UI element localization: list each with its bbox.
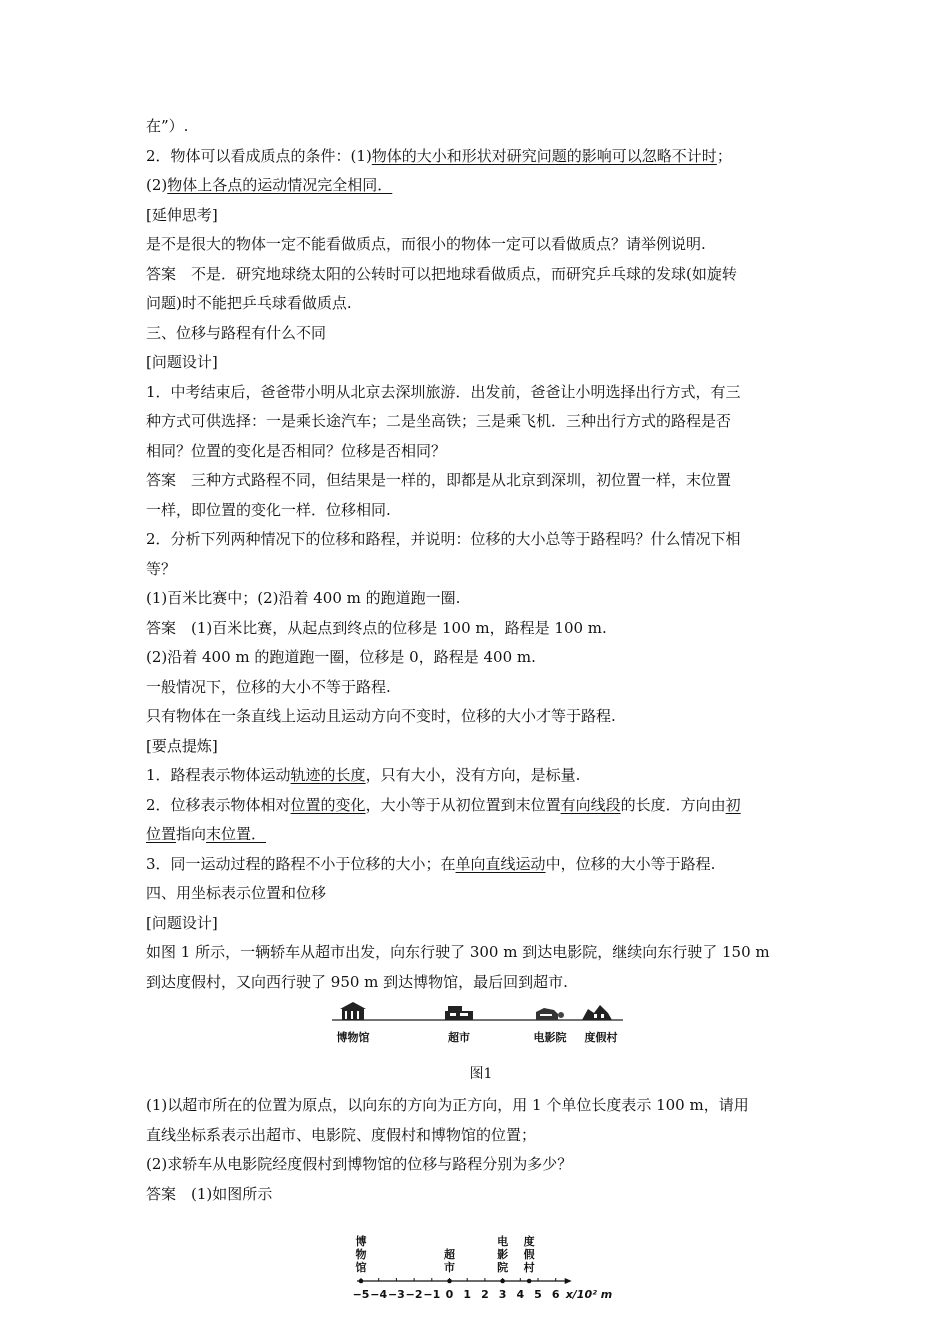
text-line [146,909,816,939]
point-marker [359,1279,364,1284]
text-line [146,555,816,585]
point-label-char: 博 [355,1235,367,1248]
axis-tick-label: 4 [516,1288,525,1301]
text-segment: 如图 1 所示，一辆轿车从超市出发，向东行驶了 300 m 到达电影院，继续向东行驶了 150 m [146,943,770,961]
text-block-after [146,1091,816,1209]
text-segment: 答案 (1)百米比赛，从起点到终点的位移是 100 m，路程是 100 m. [146,618,607,637]
figure-1-label-resort: 度假村 [584,1031,618,1044]
underlined-answer: 位置 [146,825,177,843]
text-segment: (1)以超市所在的位置为原点，以向东的方向为正方向，用 1 个单位长度表示 100 m，请用 [146,1096,749,1114]
text-segment: 3．同一运动过程的路程不小于位移的大小；在 [146,854,456,873]
text-line [146,319,816,349]
text-line [146,230,816,260]
text-segment: 2．分析下列两种情况下的位移和路程，并说明：位移的大小总等于路程吗？什么情况下相 [146,530,741,548]
supermarket-icon [445,1006,473,1020]
text-line [146,673,816,703]
text-line [146,378,816,408]
axis-tick-label: 0 [445,1288,454,1301]
text-line [146,820,816,850]
point-label-char: 馆 [355,1261,367,1274]
museum-icon [340,1002,366,1020]
axis-tick-label: −1 [423,1288,441,1301]
text-line [146,260,816,290]
text-segment: (2)求轿车从电影院经度假村到博物馆的位移与路程分别为多少？ [146,1155,573,1173]
axis-tick-label: 1 [463,1288,472,1301]
text-line [146,732,816,762]
point-marker [527,1279,532,1284]
text-segment: 三、位移与路程有什么不同 [146,323,327,342]
text-segment: ，大小等于从初位置到末位置 [365,795,561,814]
text-line [146,1091,816,1121]
figure-1-label-supermarket: 超市 [448,1031,470,1044]
text-segment: 在”）. [146,117,189,135]
underlined-answer: 物体上各点的运动情况完全相同． [167,176,393,194]
text-segment: 一般情况下，位移的大小不等于路程. [146,677,391,696]
text-line [146,968,816,998]
text-segment: 指向 [176,825,207,843]
figure-1-label-museum: 博物馆 [336,1031,370,1044]
text-segment: 是不是很大的物体一定不能看做质点，而很小的物体一定可以看做质点？请举例说明. [146,235,706,253]
text-segment: ，只有大小，没有方向，是标量. [365,766,581,784]
text-segment: 等？ [146,559,177,578]
figure-1-label-cinema: 电影院 [533,1031,567,1044]
point-marker [447,1279,452,1284]
text-segment: 种方式可供选择：一是乘长途汽车；二是坐高铁；三是乘飞机．三种出行方式的路程是否 [146,412,732,430]
text-line [146,879,816,909]
point-label-char: 假 [523,1248,535,1261]
text-segment: (1)百米比赛中；(2)沿着 400 m 的跑道跑一圈. [146,589,461,607]
text-segment: (2) [146,176,168,194]
text-line [146,525,816,555]
text-line [146,112,816,142]
axis-tick-label: 3 [498,1288,507,1301]
text-line [146,437,816,467]
figure-1-caption: 图1 [469,1066,493,1082]
text-segment: 答案 三种方式路程不同，但结果是一样的，即都是从北京到深圳，初位置一样，末位置 [146,471,732,489]
axis-unit-label: x/10² m [565,1288,613,1301]
resort-icon [582,1005,612,1020]
number-line-svg [347,1215,617,1305]
text-segment: 2．位移表示物体相对 [146,795,291,814]
underlined-answer: 轨迹的长度 [290,766,366,784]
point-label-char: 度 [523,1235,535,1248]
text-line [146,761,816,791]
axis-tick-label: 5 [534,1288,542,1301]
text-segment: [要点提炼] [146,736,218,755]
axis-tick-label: −3 [387,1288,405,1301]
text-line [146,1121,816,1151]
text-line [146,702,816,732]
text-line [146,171,816,201]
text-segment: 一样，即位置的变化一样．位移相同. [146,500,391,519]
text-line [146,643,816,673]
underlined-answer: 物体的大小和形状对研究问题的影响可以忽略不计时 [371,146,717,165]
underlined-answer: 单向直线运动 [455,854,546,873]
text-line [146,142,816,172]
text-line [146,289,816,319]
text-line [146,348,816,378]
point-label-char: 院 [497,1261,509,1274]
underlined-answer: 末位置． [206,825,267,843]
axis-tick-label: −5 [352,1288,370,1301]
axis-tick-label: −2 [405,1288,423,1301]
text-segment: 中，位移的大小等于路程. [545,854,716,873]
text-segment: 答案 不是．研究地球绕太阳的公转时可以把地球看做质点，而研究乒乓球的发球(如旋转 [146,264,737,283]
point-label-char: 村 [523,1261,535,1274]
text-segment: 到达度假村，又向西行驶了 950 m 到达博物馆，最后回到超市. [146,972,568,991]
text-segment: 只有物体在一条直线上运动且运动方向不变时，位移的大小才等于路程. [146,707,616,725]
figure-1 [146,1001,816,1061]
figure-2-number-line [146,1215,816,1315]
text-segment: (2)沿着 400 m 的跑道跑一圈，位移是 0，路程是 400 m. [146,648,536,666]
text-line [146,850,816,880]
text-line [146,407,816,437]
text-segment: 的长度．方向由 [620,795,726,814]
underlined-answer: 初 [725,795,741,814]
text-segment: 相同？位置的变化是否相同？位移是否相同？ [146,441,447,460]
point-label-char: 影 [497,1248,509,1261]
text-line [146,1150,816,1180]
text-line [146,614,816,644]
axis-tick-label: 6 [551,1288,560,1301]
text-line [146,584,816,614]
text-segment: 1．路程表示物体运动 [146,766,291,784]
point-label-char: 电 [497,1235,509,1248]
text-line [146,938,816,968]
axis-tick-label: −4 [370,1288,388,1301]
point-label-char: 超 [444,1248,455,1261]
text-block-top [146,112,816,997]
figure-1-illustration [332,1001,632,1059]
underlined-answer: 位置的变化 [290,795,366,814]
text-line [146,791,816,821]
text-segment: ； [716,146,732,165]
text-segment: [问题设计] [146,353,218,371]
text-line [146,466,816,496]
document-page [146,112,816,1315]
underlined-answer: 有向线段 [560,795,621,814]
text-segment: 1．中考结束后，爸爸带小明从北京去深圳旅游．出发前，爸爸让小明选择出行方式，有三 [146,382,741,401]
text-segment: 2．物体可以看成质点的条件：(1) [146,146,372,165]
text-segment: 直线坐标系表示出超市、电影院、度假村和博物馆的位置； [146,1125,537,1144]
text-line [146,496,816,526]
axis-arrow-icon [565,1278,572,1284]
text-line [146,201,816,231]
axis-tick-label: 2 [481,1288,489,1301]
text-segment: 问题)时不能把乒乓球看做质点. [146,294,352,312]
text-segment: [问题设计] [146,913,218,932]
text-segment: 四、用坐标表示位置和位移 [146,884,327,902]
point-marker [500,1279,505,1284]
text-line [146,1180,816,1210]
text-segment: [延伸思考] [146,205,218,224]
point-label-char: 市 [444,1261,455,1274]
point-label-char: 物 [355,1248,367,1261]
cinema-icon [536,1008,564,1020]
text-segment: 答案 (1)如图所示 [146,1184,273,1203]
